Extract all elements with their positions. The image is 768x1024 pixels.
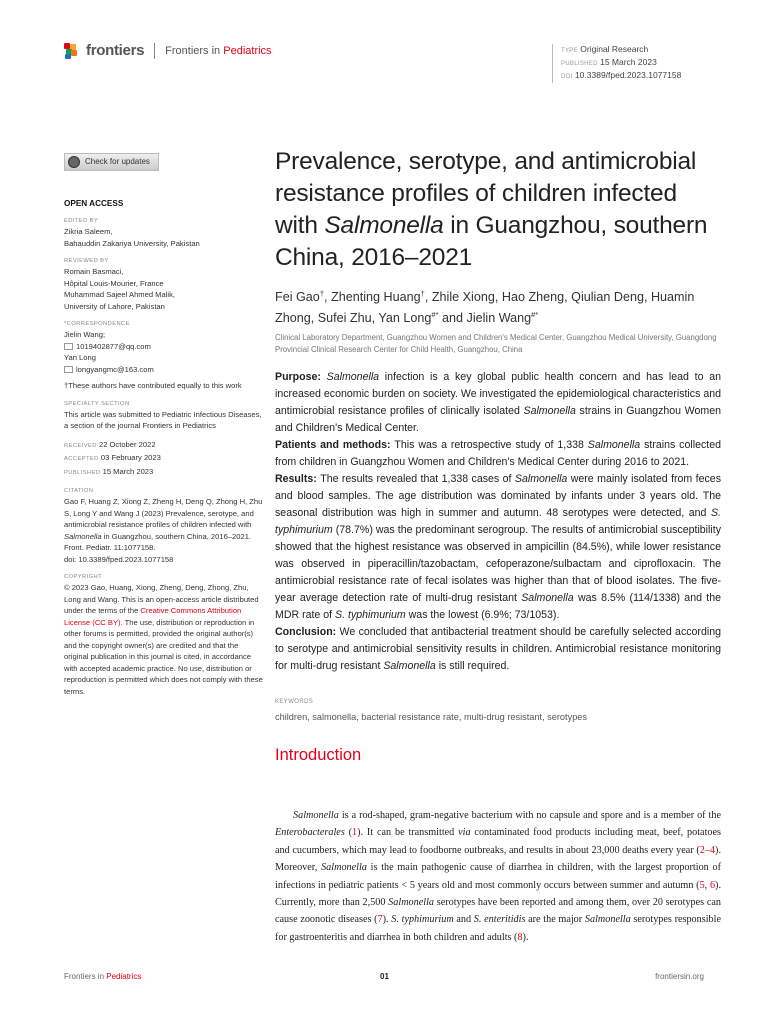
text-run: We concluded that antibacterial treatment should be carefully selected according to serotype and antimicrobial sensitivity results in children. Antimicrobial resistance monitoring for multi-drug resistant <box>275 626 721 672</box>
text-run: strains collected from children in Guangzhou Women and Children's Medical Center during 2016 to 2021. <box>275 439 721 468</box>
abstract-methods <box>275 437 721 471</box>
text-run: via <box>458 827 471 839</box>
authors <box>275 287 721 329</box>
abstract-purpose <box>275 369 721 437</box>
text-run: Salmonella <box>514 473 568 485</box>
text-run: was the lowest (6.9%; 73/1053). <box>405 609 560 621</box>
text-run: Results: <box>275 473 321 485</box>
article-meta: TYPE Original Research PUBLISHED 15 March 2023 DOI 10.3389/fped.2023.1077158 <box>552 44 681 83</box>
text-run: is a rod-shaped, gram-negative bacterium with no capsule and spore and is a member of the <box>338 810 721 821</box>
equal-contribution-note: †These authors have contributed equally to this work <box>64 381 242 390</box>
text-run: Salmonella <box>293 810 339 821</box>
text-run: ). Moreover, <box>275 844 721 874</box>
text-run: , Zhile Xiong, Hao Zheng, Qiulian Deng, Huamin Zhong, Sufei Zhu, Yan Long <box>275 290 695 325</box>
edited-by-label: EDITED BY <box>64 218 99 224</box>
abstract <box>275 369 721 675</box>
text-run: were mainly isolated from feces and blood samples. The age distribution was dominated by infants under 3 years old. The seasonal distribution was high in summer and autumn. 48 serotypes were detected, and <box>275 473 721 519</box>
citation-doi: doi: 10.3389/fped.2023.1077158 <box>64 554 174 564</box>
text-run: are the major <box>525 914 585 926</box>
reviewed-by-label: REVIEWED BY <box>64 258 109 264</box>
text-run: S. typhimurium <box>275 507 721 536</box>
text-run: serotypes responsible for gastroenteritis and diarrhea in both children and adults ( <box>275 914 721 943</box>
text-run: (78.7%) was the predominant serogroup. The results of antimicrobial susceptibility showed that the highest resistance was observed in ampicillin (84.5%), while lower resistance was observed in piperacillin/tazobactam, cefoperazone/sulbactam and ciprofloxacin. The antimicrobial resistance rate of fecal isolates was higher than that of blood isolates. The five-year average detection rate of multi-drug resistant <box>275 524 721 604</box>
citation <box>64 496 264 542</box>
text-run: and Jielin Wang <box>438 311 532 325</box>
specialty-label: SPECIALTY SECTION <box>64 400 130 407</box>
text-run: strains in Guangzhou Women and Children's Medical Center. <box>275 405 721 434</box>
text-run: Salmonella <box>326 371 380 383</box>
frontiers-logo-icon <box>64 43 78 59</box>
text-run: The results revealed that 1,338 cases of <box>320 473 515 485</box>
dates: RECEIVED 22 October 2022 ACCEPTED 03 February 2023 PUBLISHED 15 March 2023 <box>64 439 161 476</box>
text-run: Salmonella <box>321 862 367 874</box>
doi[interactable]: 10.3389/fped.2023.1077158 <box>574 70 682 80</box>
text-run: ). Currently, more than 2,500 <box>275 879 721 909</box>
copyright: © 2023 Gao, Huang, Xiong, Zheng, Deng, Zhong, Zhu, Long and Wang. This is an open-access article distributed under the terms of the Creative Commons Attribution License (CC BY). The use, distribution or reproduction in other forums is permitted, provided the original author(s) and the copyright owner(s) are credited and that the original publication in this journal is cited, in accordance with accepted academic practice. No use, distribution or reproduction is permitted which does not comply with these terms. <box>64 583 263 696</box>
text-run: in Guangzhou, southern China, 2016–2021. <box>101 531 252 541</box>
text-run: Conclusion: <box>275 626 340 638</box>
update-icon <box>68 156 80 168</box>
copyright-label: COPYRIGHT <box>64 574 103 580</box>
text-run: ). <box>382 914 392 926</box>
text-run: Salmonella <box>523 405 576 417</box>
text-run: ( <box>344 827 353 839</box>
citation-label: CITATION <box>64 488 94 494</box>
email-icon <box>64 343 73 350</box>
text-run: Salmonella <box>587 439 641 451</box>
text-run: Gao F, Huang Z, Xiong Z, Zheng H, Deng Q, Zhong H, Zhu S, Long Y and Wang J (2023) Prevalence, serotype, and antimicrobial resistance profiles of children infected with <box>64 497 263 529</box>
email-icon <box>64 366 73 373</box>
text-run: ). It can be transmitted <box>357 827 459 839</box>
open-access-label: OPEN ACCESS <box>64 198 124 208</box>
page-number: 01 <box>380 972 389 981</box>
text-run: contaminated food products including meat, beef, potatoes and cucumbers, which may lead to foodborne outbreaks, and results in about 23,000 deaths every year ( <box>275 827 721 856</box>
text-run: † <box>420 288 425 298</box>
text-run: S. typhimurium <box>391 914 454 926</box>
license-link[interactable]: Creative Commons Attribution License (CC BY). <box>64 606 242 627</box>
correspondence-label: *CORRESPONDENCE <box>64 321 130 327</box>
footer-journal: Frontiers in Pediatrics <box>64 972 142 981</box>
affiliation: Clinical Laboratory Department, Guangzhou Women and Children's Medical Center, Guangzhou Medical University, Guangdong Provincial Clinical Research Center for Child Health, Guangzhou, China <box>275 333 717 354</box>
keywords: children, salmonella, bacterial resistance rate, multi-drug resistant, serotypes <box>275 712 588 722</box>
section-heading-introduction: Introduction <box>275 746 362 764</box>
text-run: serotypes have been reported and among them, over 20 serotypes can cause zoonotic diseases ( <box>275 897 721 926</box>
reference-link[interactable]: 1 <box>352 827 358 839</box>
text-run: ). <box>522 931 529 943</box>
text-run: S. enteritidis <box>473 914 526 926</box>
text-run: Patients and methods: <box>275 439 395 451</box>
text-run: was 8.5% (114/1338) and the MDR rate of <box>275 592 722 621</box>
article-main <box>275 146 721 946</box>
reference-link[interactable]: 6 <box>709 879 716 891</box>
text-run: , Zhenting Huang <box>324 290 421 304</box>
text-run: infection is a key global public health concern and has lead to an increased economic burden on society. We investigated the epidemiological characteristics and antimicrobial resistance profiles of clinically isolated <box>275 371 721 417</box>
frontiers-logo[interactable] <box>64 42 272 59</box>
reference-link[interactable]: 8 <box>517 931 523 943</box>
sidebar <box>64 153 264 697</box>
article-type: Original Research <box>580 44 649 54</box>
text-run: is still required. <box>435 660 510 672</box>
text-run: , <box>704 879 710 891</box>
text-run: S. typhimurium <box>335 609 406 621</box>
citation-journal: Front. Pediatr. 11:1077158. <box>64 543 156 552</box>
abstract-conclusion <box>275 624 721 675</box>
text-run: Salmonella <box>584 914 631 926</box>
journal-name: Frontiers in Pediatrics <box>165 44 272 57</box>
article-title <box>275 146 721 274</box>
abstract-results <box>275 471 721 624</box>
text-run: Fei Gao <box>275 290 320 304</box>
footer-site-link[interactable]: frontiersin.org <box>655 972 704 981</box>
editor: Zikria Saleem, Bahauddin Zakariya University, Pakistan <box>64 227 200 248</box>
reference-link[interactable]: 5 <box>699 879 705 891</box>
text-run: #* <box>531 309 539 319</box>
specialty-section: This article was submitted to Pediatric Infectious Diseases, a section of the journal Frontiers in Pediatrics <box>64 409 262 430</box>
check-updates-button[interactable]: Check for updates <box>64 153 159 171</box>
keywords-label: KEYWORDS <box>275 699 314 705</box>
text-run: Salmonella <box>383 660 436 672</box>
text-run: Purpose: <box>275 371 327 383</box>
published-date: 15 March 2023 <box>600 57 657 67</box>
text-run: is the main pathogenic cause of diarrhea in children, with the largest proportion of infections in pediatric patients < 5 years old and most commonly occurs between summer and autumn ( <box>275 862 722 891</box>
text-run: Salmonella <box>324 212 444 239</box>
reviewers: Romain Basmaci, Hôpital Louis-Mourier, France Muhammad Sajeel Ahmed Malik, University of Lahore, Pakistan <box>64 267 176 311</box>
divider <box>154 43 155 59</box>
text-run: Prevalence, serotype, and antimicrobial resistance profiles of children infected with <box>275 148 697 239</box>
text-run: #* <box>431 309 439 319</box>
brand-name: frontiers <box>86 42 145 59</box>
correspondence: Jielin Wang; 1019402877@qq.com Yan Long longyangmc@163.com <box>64 330 154 374</box>
text-run: in Guangzhou, southern China, 2016–2021 <box>275 212 708 271</box>
text-run: This was a retrospective study of 1,338 <box>394 439 588 451</box>
text-run: Salmonella <box>521 592 574 604</box>
reference-link[interactable]: 2–4 <box>699 844 716 856</box>
reference-link[interactable]: 7 <box>377 914 383 926</box>
text-run: Enterobacterales <box>275 827 345 839</box>
text-run: † <box>319 288 325 298</box>
text-run: and <box>453 914 474 926</box>
text-run: Salmonella <box>64 531 102 541</box>
introduction-body <box>275 807 721 946</box>
email-link[interactable]: 1019402877@qq.com <box>76 341 151 351</box>
text-run: Salmonella <box>388 897 435 909</box>
email-link[interactable]: longyangmc@163.com <box>76 364 154 374</box>
